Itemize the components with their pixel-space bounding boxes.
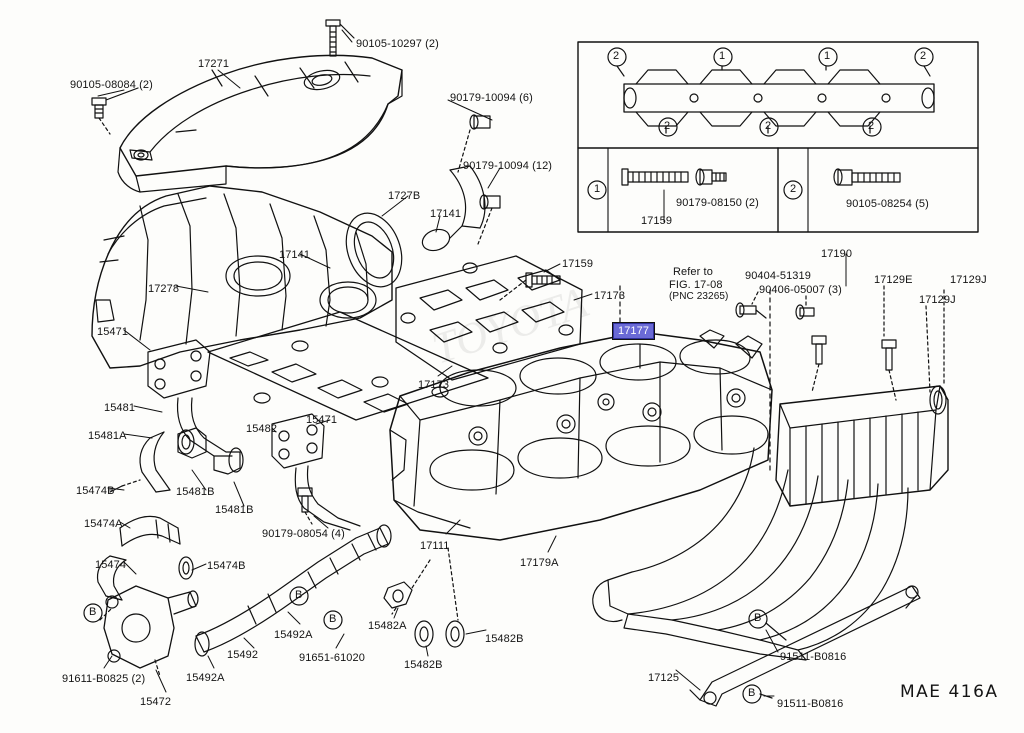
part-label-15481B-right[interactable]: 15481B bbox=[215, 504, 254, 516]
legend-marker-2a: 2 bbox=[613, 50, 620, 62]
legend-row-marker-2: 2 bbox=[790, 183, 797, 195]
diagram-signature: MAE 416A bbox=[900, 682, 999, 702]
part-label-90105-10297[interactable]: 90105-10297 (2) bbox=[356, 38, 439, 50]
part-label-15474B-lower[interactable]: 15474B bbox=[207, 560, 246, 572]
highlighted-part-17177[interactable]: 17177 bbox=[612, 322, 655, 340]
part-label-15492[interactable]: 15492 bbox=[227, 649, 259, 661]
legend-marker-2d: 2 bbox=[765, 120, 772, 132]
part-label-17278[interactable]: 17278 bbox=[148, 283, 180, 295]
marker-b-15492-lower: B bbox=[329, 613, 337, 625]
part-label-17111[interactable]: 17111 bbox=[420, 540, 450, 552]
part-label-15482[interactable]: 15482 bbox=[246, 423, 278, 435]
part-label-17141-upper[interactable]: 17141 bbox=[430, 208, 462, 220]
part-label-90179-08054[interactable]: 90179-08054 (4) bbox=[262, 528, 345, 540]
legend-marker-2c: 2 bbox=[664, 120, 671, 132]
marker-b-15472: B bbox=[89, 606, 97, 618]
legend-marker-2e: 2 bbox=[868, 120, 875, 132]
part-label-15481A[interactable]: 15481A bbox=[88, 430, 127, 442]
watermark: TOYOTA bbox=[426, 277, 594, 374]
legend-part-90105-08254[interactable]: 90105-08254 (5) bbox=[846, 198, 929, 210]
part-label-15482B-right[interactable]: 15482B bbox=[485, 633, 524, 645]
part-label-15492A-upper[interactable]: 15492A bbox=[274, 629, 313, 641]
part-label-15471-lower[interactable]: 15471 bbox=[306, 414, 338, 426]
part-label-15482B-left[interactable]: 15482B bbox=[404, 659, 443, 671]
part-label-15481B-left[interactable]: 15481B bbox=[176, 486, 215, 498]
part-label-90179-10094-12[interactable]: 90179-10094 (12) bbox=[463, 160, 553, 172]
figure-reference-line3: (PNC 23265) bbox=[669, 291, 729, 302]
legend-part-90179-08150[interactable]: 90179-08150 (2) bbox=[676, 197, 759, 209]
part-label-17129E[interactable]: 17129E bbox=[874, 274, 913, 286]
part-label-90406-05007[interactable]: 90406-05007 (3) bbox=[759, 284, 842, 296]
marker-b-17125-lower: B bbox=[748, 687, 756, 699]
part-label-17159-center[interactable]: 17159 bbox=[562, 258, 594, 270]
part-label-15492A-lower[interactable]: 15492A bbox=[186, 672, 225, 684]
part-label-17179A[interactable]: 17179A bbox=[520, 557, 559, 569]
part-label-91511-B0816-lower[interactable]: 91511-B0816 bbox=[777, 698, 844, 710]
part-label-15481[interactable]: 15481 bbox=[104, 402, 136, 414]
legend-marker-2b: 2 bbox=[920, 50, 927, 62]
part-label-15482A[interactable]: 15482A bbox=[368, 620, 407, 632]
part-label-17173-lower[interactable]: 17173 bbox=[418, 379, 450, 391]
part-label-17129J-left[interactable]: 17129J bbox=[919, 294, 956, 306]
legend-part-17159[interactable]: 17159 bbox=[641, 215, 673, 227]
part-label-17271[interactable]: 17271 bbox=[198, 58, 230, 70]
part-label-90404-51319[interactable]: 90404-51319 bbox=[745, 270, 811, 282]
part-label-15474A[interactable]: 15474A bbox=[84, 518, 123, 530]
part-label-17129J-right[interactable]: 17129J bbox=[950, 274, 987, 286]
legend-row-marker-1: 1 bbox=[594, 183, 601, 195]
part-label-15474B-upper[interactable]: 15474B bbox=[76, 485, 115, 497]
part-label-1727B[interactable]: 1727B bbox=[388, 190, 421, 202]
marker-b-17125-upper: B bbox=[754, 612, 762, 624]
part-label-91511-B0816-upper[interactable]: 91511-B0816 bbox=[780, 651, 847, 663]
part-label-17141-left[interactable]: 17141 bbox=[279, 249, 311, 261]
part-label-17190[interactable]: 17190 bbox=[821, 248, 853, 260]
part-label-15471-upper[interactable]: 15471 bbox=[97, 326, 129, 338]
part-label-90179-10094-6[interactable]: 90179-10094 (6) bbox=[450, 92, 533, 104]
part-label-90105-08084[interactable]: 90105-08084 (2) bbox=[70, 79, 153, 91]
part-label-15472[interactable]: 15472 bbox=[140, 696, 172, 708]
figure-reference-line2[interactable]: FIG. 17-08 bbox=[669, 279, 723, 291]
part-label-91611-B0825[interactable]: 91611-B0825 (2) bbox=[62, 673, 146, 685]
part-label-91651-61020[interactable]: 91651-61020 bbox=[299, 652, 365, 664]
legend-marker-1b: 1 bbox=[824, 50, 831, 62]
part-label-17125[interactable]: 17125 bbox=[648, 672, 680, 684]
legend-marker-1a: 1 bbox=[719, 50, 726, 62]
marker-b-15492-upper: B bbox=[295, 589, 303, 601]
figure-reference-line1: Refer to bbox=[673, 266, 713, 278]
part-label-15474[interactable]: 15474 bbox=[95, 559, 127, 571]
part-label-17173-right[interactable]: 17173 bbox=[594, 290, 626, 302]
